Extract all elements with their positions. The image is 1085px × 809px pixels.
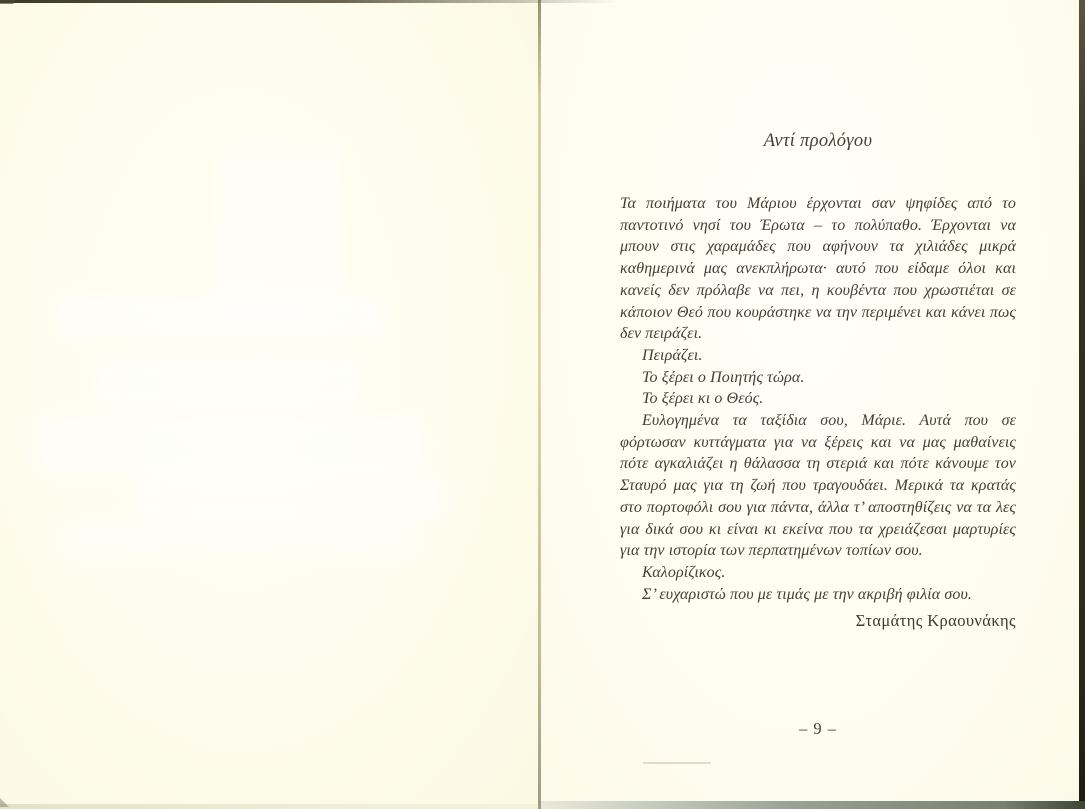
paragraph: Τα ποιήματα του Μάριου έρχονται σαν ψηφίδες από το παντοτινό νησί του Έρωτα – το πολύπαθο. Έρχονται να μπουν στις χαραμάδες που αφήνουν τα χιλιάδες μικρά καθημερινά μας ανεκπλήρωτα· αυτό που είδαμε όλοι και κανείς δεν πρόλαβε να πει, η κουβέντα που χρωστιέται σε κάποιον Θεό που κουράστηκε να την περιμένει και κάνει πως δεν πειράζει. xyxy=(620,195,1016,343)
paragraph: Το ξέρει κι ο Θεός. xyxy=(642,390,764,408)
page-number: – 9 – xyxy=(799,719,837,738)
preface-body xyxy=(620,193,1016,605)
scan-edge-bottom-left xyxy=(0,804,540,809)
paragraph: Σ’ ευχαριστώ που με τιμάς με την ακριβή φιλία σου. xyxy=(642,585,973,603)
scan-artifact-speck xyxy=(0,0,15,4)
scan-edge-top xyxy=(0,0,620,3)
bleedthrough-smudge xyxy=(95,355,365,410)
bleedthrough-smudge xyxy=(135,475,445,520)
scan-artifact-smudge xyxy=(643,762,711,764)
paragraph: Πειράζει. xyxy=(642,346,703,364)
scan-edge-right xyxy=(1079,0,1085,809)
preface-text-block xyxy=(620,131,1016,605)
bleedthrough-smudge xyxy=(215,140,345,310)
paragraph: Ευλογημένα τα ταξίδια σου, Μάριε. Αυτά που σε φόρτωσαν κυττάγματα για να ξέρεις και να μας μαθαίνεις πότε αγκαλιάζει η θάλασσα τη στεριά και πότε κάνουμε τον Σταυρό μας για τη ζωή που τραγουδάει. Μερικά τα κρατάς στο πορτοφόλι σου για πάντα, άλλα τ’ αποστηθίζεις να τα λες για δικά σου κι είναι κι εκείνα που τα χρειάζεσαι μαρτυρίες για την ιστορία των περπατημένων τοπίων σου. xyxy=(620,412,1016,560)
bleedthrough-smudge xyxy=(60,520,420,560)
bleedthrough-smudge xyxy=(35,415,425,475)
paragraph: Καλορίζικος. xyxy=(642,563,726,581)
paragraph: Το ξέρει ο Ποιητής τώρα. xyxy=(642,368,805,386)
left-page-blank xyxy=(0,0,540,809)
book-gutter xyxy=(538,0,541,809)
signature: Σταμάτης Κραουνάκης xyxy=(855,611,1016,630)
page-title: Αντί προλόγου xyxy=(763,131,873,151)
bleedthrough-smudge xyxy=(55,295,385,340)
scan-edge-bottom xyxy=(540,801,1085,809)
